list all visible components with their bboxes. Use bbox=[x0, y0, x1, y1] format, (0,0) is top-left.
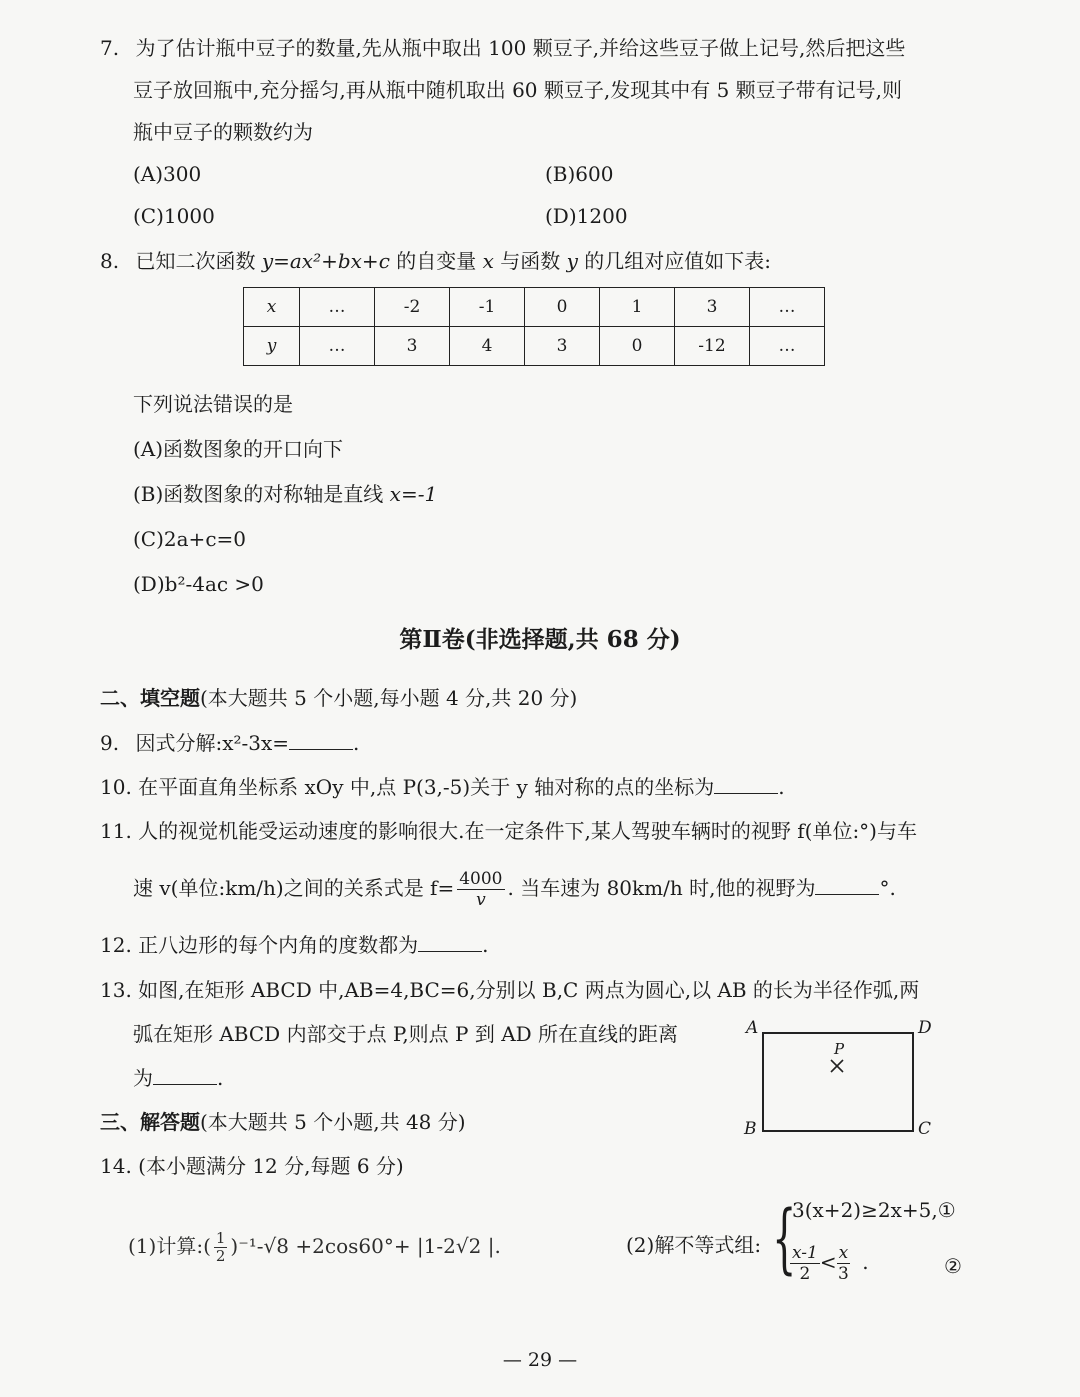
q11-answer-blank[interactable] bbox=[815, 874, 879, 895]
table-cell: x bbox=[244, 288, 300, 327]
table-cell: … bbox=[750, 327, 825, 366]
q13-answer-blank[interactable] bbox=[153, 1064, 217, 1085]
table-cell: … bbox=[300, 288, 375, 327]
q11-frac-denominator: v bbox=[476, 890, 486, 910]
q14-ineq2-denominator-right: 3 bbox=[838, 1264, 849, 1284]
vertex-label-b: B bbox=[744, 1119, 757, 1139]
q10-text: 在平面直角坐标系 xOy 中,点 P(3,-5)关于 y 轴对称的点的坐标为 bbox=[138, 775, 715, 799]
q10-end: . bbox=[778, 775, 785, 799]
q14-ineq2-less-than: < bbox=[819, 1250, 837, 1274]
q8-stem-c: 与函数 bbox=[493, 249, 567, 273]
q11-number: 11. bbox=[100, 819, 132, 843]
q8-value-table bbox=[243, 287, 825, 366]
q10 bbox=[100, 773, 785, 801]
q13-line3 bbox=[133, 1064, 223, 1092]
q11-fraction bbox=[457, 869, 504, 910]
table-cell: y bbox=[244, 327, 300, 366]
q7-line1 bbox=[100, 34, 905, 62]
table-cell: 3 bbox=[675, 288, 750, 327]
table-cell: -1 bbox=[450, 288, 525, 327]
q12-number: 12. bbox=[100, 933, 132, 957]
q8-option-c: (C)2a+c=0 bbox=[133, 527, 246, 551]
q9-text: 因式分解:x²-3x= bbox=[135, 731, 290, 755]
q9-number: 9. bbox=[100, 731, 120, 755]
q10-number: 10. bbox=[100, 775, 132, 799]
table-cell: … bbox=[300, 327, 375, 366]
q9-answer-blank[interactable] bbox=[289, 729, 353, 750]
table-cell: 0 bbox=[525, 288, 600, 327]
table-cell: 3 bbox=[375, 327, 450, 366]
q13-line2: 弧在矩形 ABCD 内部交于点 P,则点 P 到 AD 所在直线的距离 bbox=[133, 1022, 679, 1046]
q7-option-a: (A)300 bbox=[133, 162, 202, 186]
vertex-label-a: A bbox=[746, 1018, 759, 1038]
q14-ineq2-fraction-right bbox=[837, 1243, 851, 1284]
point-p-cross-mark bbox=[829, 1058, 845, 1074]
table-row-y bbox=[244, 327, 825, 366]
q8-option-b-math: x=-1 bbox=[389, 482, 438, 506]
q12 bbox=[100, 931, 489, 959]
q7-option-b: (B)600 bbox=[545, 162, 614, 186]
q14-note: (本小题满分 12 分,每题 6 分) bbox=[138, 1154, 404, 1178]
q14-ineq2-denominator-left: 2 bbox=[799, 1264, 811, 1284]
table-cell: 1 bbox=[600, 288, 675, 327]
q14-ineq2-numerator-right: x bbox=[838, 1243, 849, 1263]
vertex-label-c: C bbox=[918, 1119, 932, 1139]
q11-text-2b: . 当车速为 80km/h 时,他的视野为 bbox=[507, 876, 816, 900]
q8-prompt: 下列说法错误的是 bbox=[133, 392, 293, 416]
q8-stem bbox=[100, 247, 771, 275]
table-cell: 4 bbox=[450, 327, 525, 366]
q8-stem-d: 的几组对应值如下表: bbox=[577, 249, 772, 273]
q14-number: 14. bbox=[100, 1154, 132, 1178]
q11-text-2a: 速 v(单位:km/h)之间的关系式是 f= bbox=[133, 876, 455, 900]
q14-part1-fraction bbox=[214, 1230, 228, 1265]
q12-answer-blank[interactable] bbox=[418, 931, 482, 952]
q11-frac-numerator: 4000 bbox=[459, 869, 503, 889]
table-cell: 0 bbox=[600, 327, 675, 366]
q13-text-1: 如图,在矩形 ABCD 中,AB=4,BC=6,分别以 B,C 两点为圆心,以 AB 的长为半径作弧,两 bbox=[138, 978, 920, 1002]
part-2-head: 二、填空题 bbox=[100, 686, 200, 710]
table-cell: -2 bbox=[375, 288, 450, 327]
part-2-heading bbox=[100, 684, 577, 712]
q13-end: . bbox=[217, 1066, 224, 1090]
q14-heading bbox=[100, 1152, 404, 1180]
part-2-note: (本大题共 5 个小题,每小题 4 分,共 20 分) bbox=[200, 686, 578, 710]
q14-part1-frac-numerator: 1 bbox=[215, 1229, 226, 1247]
q8-number: 8. bbox=[100, 249, 120, 273]
q7-line2: 豆子放回瓶中,充分摇匀,再从瓶中随机取出 60 颗豆子,发现其中有 5 颗豆子带有记号,则 bbox=[133, 78, 903, 102]
table-cell: 3 bbox=[525, 327, 600, 366]
q8-option-d: (D)b²-4ac >0 bbox=[133, 572, 264, 596]
q8-var-y: y bbox=[566, 249, 578, 273]
q10-answer-blank[interactable] bbox=[714, 773, 778, 794]
q14-part1 bbox=[128, 1226, 501, 1266]
q14-part1-text: (1)计算:( bbox=[128, 1234, 211, 1258]
q14-ineq2-fraction-left bbox=[790, 1243, 820, 1284]
q13-line1 bbox=[100, 976, 919, 1004]
q14-part1-frac-denominator: 2 bbox=[215, 1247, 226, 1265]
part-3-heading bbox=[100, 1108, 466, 1136]
q14-ineq2-tag: ② bbox=[944, 1254, 962, 1278]
q13-text-3: 为 bbox=[133, 1066, 153, 1090]
q11-end: °. bbox=[879, 876, 896, 900]
q8-option-b bbox=[133, 480, 437, 508]
q14-inequality-1: 3(x+2)≥2x+5,① bbox=[792, 1198, 956, 1222]
table-row-x bbox=[244, 288, 825, 327]
table-cell: … bbox=[750, 288, 825, 327]
part-3-head: 三、解答题 bbox=[100, 1110, 200, 1134]
vertex-label-d: D bbox=[918, 1018, 932, 1038]
q7-number: 7. bbox=[100, 36, 120, 60]
q14-ineq2-numerator-left: x-1 bbox=[792, 1243, 818, 1263]
q11-line1 bbox=[100, 817, 917, 845]
q8-option-a: (A)函数图象的开口向下 bbox=[133, 437, 344, 461]
section-2-title: 第Ⅱ卷(非选择题,共 68 分) bbox=[399, 626, 681, 653]
q9-end: . bbox=[353, 731, 360, 755]
q12-text: 正八边形的每个内角的度数都为 bbox=[138, 933, 419, 957]
q11-line2 bbox=[133, 866, 896, 910]
page-number: — 29 — bbox=[502, 1349, 578, 1371]
table-cell: -12 bbox=[675, 327, 750, 366]
q11-text-1: 人的视觉机能受运动速度的影响很大.在一定条件下,某人驾驶车辆时的视野 f(单位:°)与车 bbox=[138, 819, 917, 843]
q7-text-1: 为了估计瓶中豆子的数量,先从瓶中取出 100 颗豆子,并给这些豆子做上记号,然后把这些 bbox=[135, 36, 906, 60]
q12-end: . bbox=[482, 933, 489, 957]
q7-option-d: (D)1200 bbox=[545, 204, 628, 228]
inequality-system-brace: { bbox=[772, 1193, 797, 1282]
q8-stem-b: 的自变量 bbox=[389, 249, 483, 273]
part-3-note: (本大题共 5 个小题,共 48 分) bbox=[200, 1110, 466, 1134]
q14-part2-label: (2)解不等式组: bbox=[626, 1233, 762, 1257]
q8-function: y=ax²+bx+c bbox=[261, 249, 390, 273]
q8-var-x: x bbox=[482, 249, 494, 273]
point-label-p: P bbox=[834, 1040, 845, 1058]
q14-part1-rest: )⁻¹-√8 +2cos60°+ |1-2√2 |. bbox=[230, 1234, 501, 1258]
q8-option-b-text: (B)函数图象的对称轴是直线 bbox=[133, 482, 390, 506]
q7-option-c: (C)1000 bbox=[133, 204, 215, 228]
q14-inequality-2 bbox=[790, 1240, 869, 1284]
q13-number: 13. bbox=[100, 978, 132, 1002]
q14-ineq2-end: . bbox=[862, 1250, 869, 1274]
q8-stem-a: 已知二次函数 bbox=[135, 249, 262, 273]
q7-line3: 瓶中豆子的颗数约为 bbox=[133, 120, 313, 144]
q9 bbox=[100, 729, 359, 757]
